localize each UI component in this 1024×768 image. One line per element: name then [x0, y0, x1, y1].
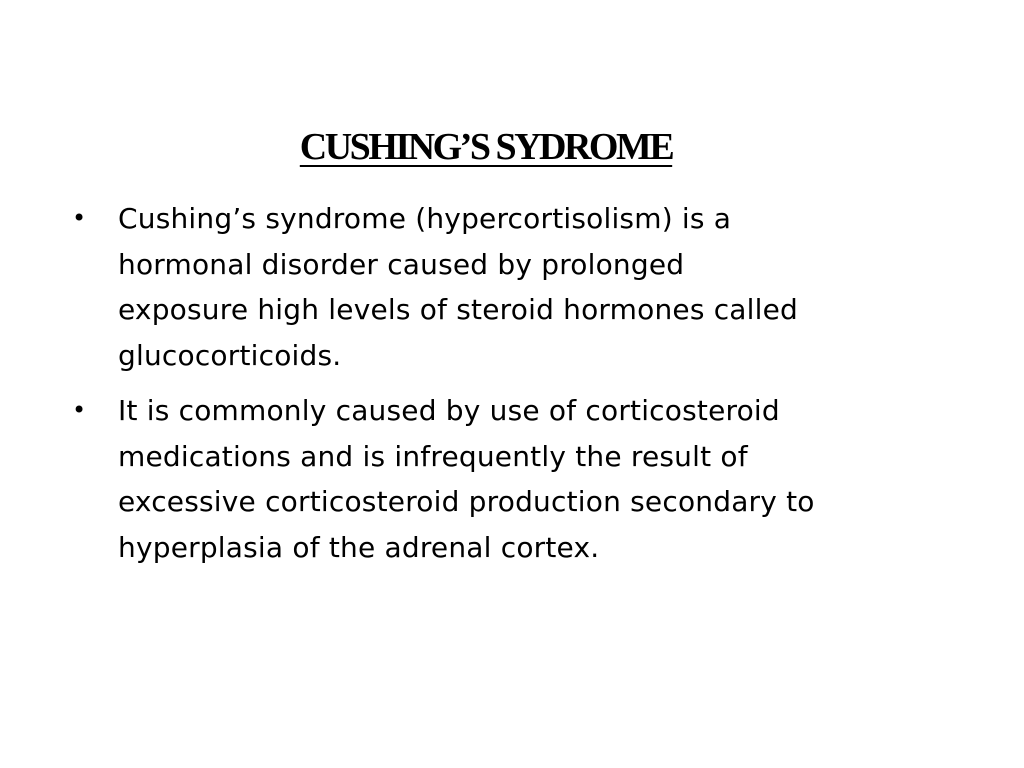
- bullet-text-line: hyperplasia of the adrenal cortex.: [118, 530, 600, 564]
- bullet-text-line: Cushing’s syndrome (hypercortisolism) is a: [118, 202, 732, 235]
- bullet-item: [70, 196, 950, 378]
- bullet-text-line: exposure high levels of steroid hormones called: [118, 293, 799, 326]
- bullet-text-line: hormonal disorder caused by prolonged: [118, 247, 685, 281]
- bullet-text-line: medications and is infrequently the result of: [118, 439, 748, 473]
- bullet-list: [70, 196, 950, 580]
- bullet-text-line: glucocorticoids.: [118, 338, 342, 372]
- bullet-text-line: excessive corticosteroid production secondary to: [118, 485, 815, 518]
- bullet-marker-icon: •: [72, 396, 87, 424]
- slide-title: CUSHING’S SYDROME: [299, 126, 673, 168]
- bullet-marker-icon: •: [72, 204, 87, 232]
- bullet-text-line: It is commonly caused by use of corticosteroid: [118, 394, 780, 427]
- bullet-item: [70, 388, 950, 570]
